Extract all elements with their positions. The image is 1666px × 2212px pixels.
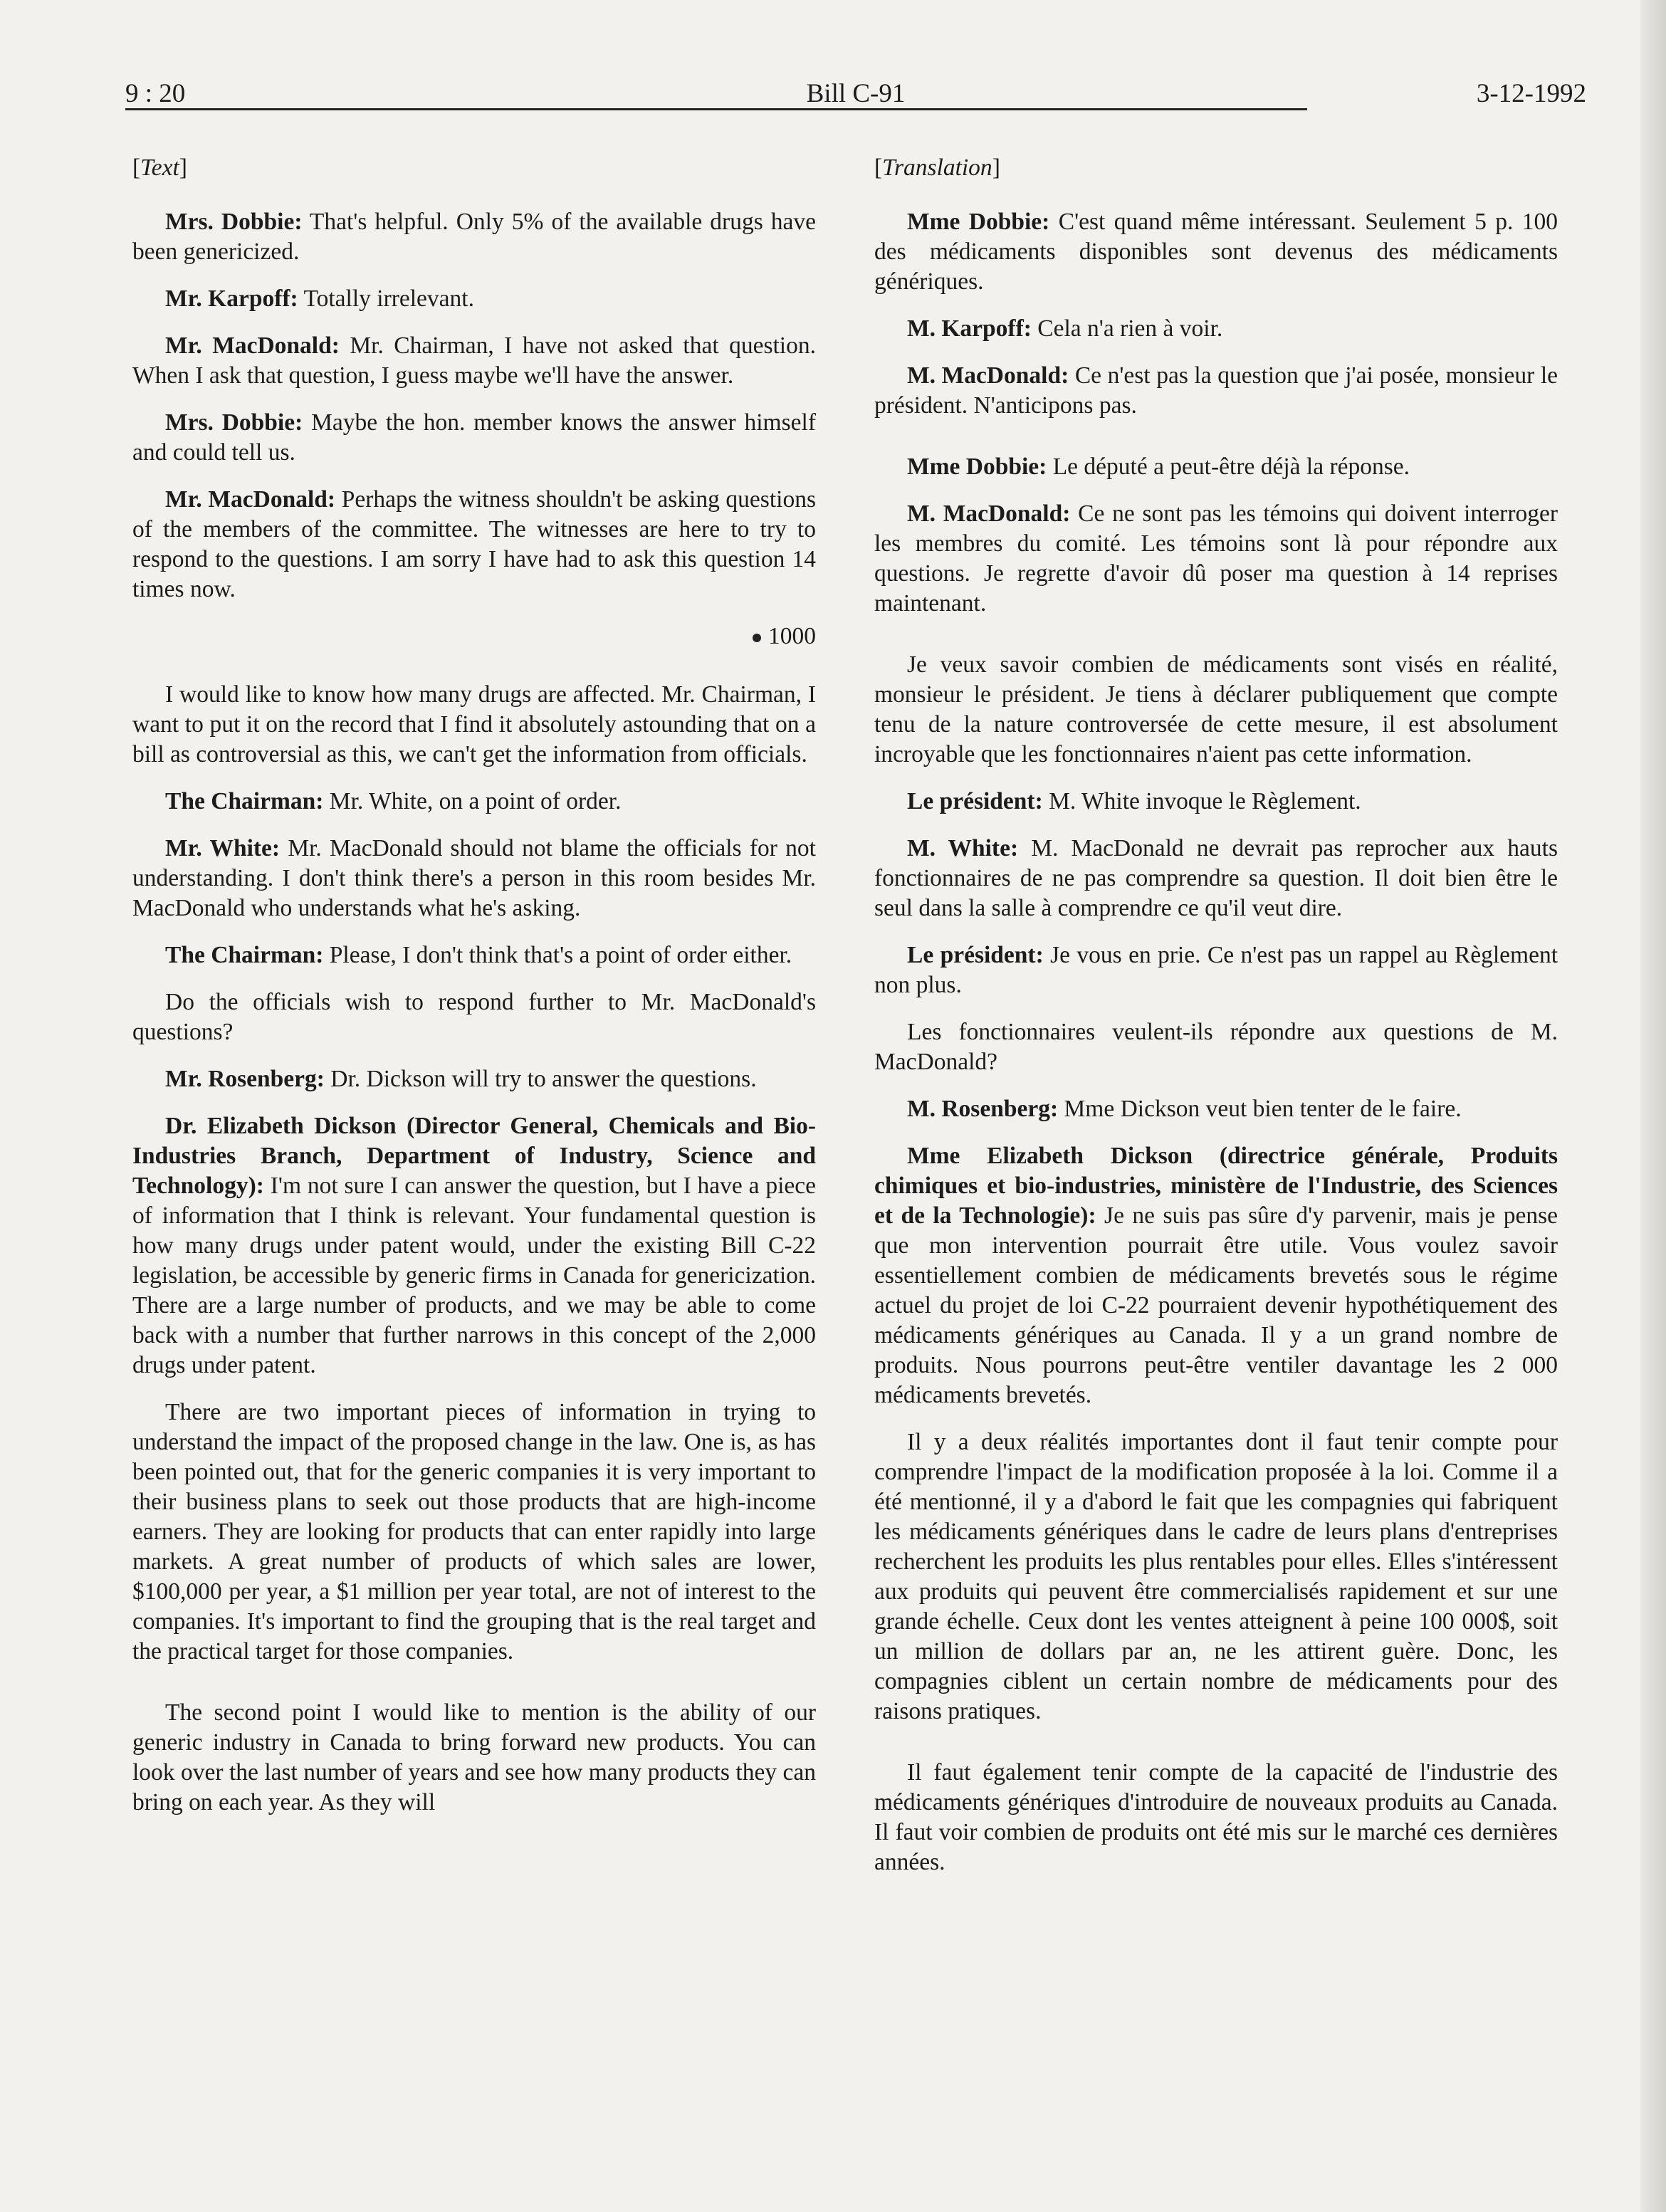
paragraph-text: Maybe the hon. member knows the answer himself and could tell us. <box>132 409 816 466</box>
paragraph-text: Ce n'est pas la question que j'ai posée, monsieur le président. N'anticipons pas. <box>874 362 1558 419</box>
transcript-paragraph <box>132 1064 816 1094</box>
paragraph-text: I would like to know how many drugs are affected. Mr. Chairman, I want to put it on the record that I find it absolutely astounding that on a bill as controversial as this, we can't get the information from officials. <box>132 681 816 767</box>
time-marker: 1000 <box>132 622 816 651</box>
transcript-paragraph <box>132 1398 816 1667</box>
transcript-paragraph <box>132 408 816 468</box>
column-label: [Text] <box>132 154 187 181</box>
transcript-paragraph <box>132 987 816 1047</box>
speaker-name: Mr. MacDonald: <box>165 486 336 513</box>
header-rule <box>125 108 1307 110</box>
speaker-name: Mr. White: <box>165 835 281 861</box>
speaker-name: Mrs. Dobbie: <box>165 209 303 235</box>
transcript-paragraph <box>874 940 1558 1000</box>
paragraph-text: Ce ne sont pas les témoins qui doivent interroger les membres du comité. Les témoins sont là pour répondre aux questions. Je regrette d'avoir dû poser ma question à 14 reprises maintenant. <box>874 500 1558 617</box>
speaker-name: Mme Dobbie: <box>907 454 1047 480</box>
paragraph-text: Dr. Dickson will try to answer the questions. <box>330 1066 757 1092</box>
transcript-paragraph <box>132 680 816 770</box>
paragraph-text: M. MacDonald ne devrait pas reprocher aux hauts fonctionnaires de ne pas comprendre sa question. Il doit bien être le seul dans la salle à comprendre ce qu'il veut dire. <box>874 835 1558 921</box>
english-column <box>132 153 816 1835</box>
speaker-name: Mr. Karpoff: <box>165 285 298 312</box>
transcript-paragraph <box>874 361 1558 421</box>
speaker-name: Mme Elizabeth Dickson (directrice générale, Produits chimiques et bio-industries, ministère de l'Industrie, des Sciences et de la Technologie): <box>874 1143 1558 1229</box>
paragraph-text: Perhaps the witness shouldn't be asking questions of the members of the committee. The witnesses are here to try to respond to the questions. I am sorry I have had to ask this question 14 times now. <box>132 486 816 602</box>
french-column <box>874 153 1558 1894</box>
transcript-paragraph <box>132 834 816 923</box>
paragraph-text: Je vous en prie. Ce n'est pas un rappel au Règlement non plus. <box>874 942 1558 998</box>
paragraph-text: That's helpful. Only 5% of the available drugs have been genericized. <box>132 209 817 265</box>
page-header <box>125 71 1586 114</box>
paragraph-text: Mr. White, on a point of order. <box>329 788 622 814</box>
speaker-name: The Chairman: <box>165 942 324 968</box>
transcript-paragraph <box>874 314 1558 344</box>
transcript-paragraph <box>874 452 1558 482</box>
speaker-name: Mme Dobbie: <box>907 209 1050 235</box>
transcript-paragraph <box>132 207 816 267</box>
transcript-paragraph <box>874 834 1558 923</box>
transcript-paragraph <box>874 787 1558 817</box>
speaker-name: M. Rosenberg: <box>907 1096 1059 1122</box>
paragraph-text: M. White invoque le Règlement. <box>1049 788 1361 814</box>
paragraph-text: The second point I would like to mention is the ability of our generic industry in Canada to bring forward new products. You can look over the last number of years and see how many products they can bring on each year. As they will <box>132 1699 816 1815</box>
paragraph-text: I'm not sure I can answer the question, but I have a piece of information that I think is relevant. Your fundamental question is how many drugs under patent would, under the existing Bill C-22 legislation, be accessible by generic firms in Canada for genericization. There are a large number of products, and we may be able to come back with a number that further narrows in this concept of the 2,000 drugs under patent. <box>132 1173 816 1378</box>
transcript-paragraph <box>132 1111 816 1380</box>
column-label: [Translation] <box>874 154 1000 181</box>
paragraph-text: Cela n'a rien à voir. <box>1037 315 1223 342</box>
paragraph-text: Please, I don't think that's a point of order either. <box>329 942 792 968</box>
paragraph-text: Il y a deux réalités importantes dont il faut tenir compte pour comprendre l'impact de la modification proposée à la loi. Comme il a été mentionné, il y a d'abord le fait que les compagnies qui fabriquent les médicaments génériques dans le cadre de leurs plans d'entreprises recherchent les produits les plus rentables pour elles. Elles s'intéressent aux produits qui peuvent être commercialisés rapidement et sur une grande échelle. Ceux dont les ventes atteignent à peine 100 000$, soit un million de dollars par an, ne les attirent guère. Donc, les compagnies ciblent un certain nombre de médicaments pour des raisons pratiques. <box>874 1429 1558 1724</box>
page-edge-shadow <box>1640 0 1666 2212</box>
paragraph-text: Je veux savoir combien de médicaments sont visés en réalité, monsieur le président. Je tiens à déclarer publiquement que compte tenu de la nature controversée de cette mesure, il est absolument incroyable que les fonctionnaires n'aient pas cette information. <box>874 651 1558 767</box>
speaker-name: M. White: <box>907 835 1019 861</box>
paragraph-text: C'est quand même intéressant. Seulement 5 p. 100 des médicaments disponibles sont devenus des médicaments génériques. <box>874 209 1558 295</box>
page-number: 9 : 20 <box>125 79 186 108</box>
paragraph-text: There are two important pieces of information in trying to understand the impact of the proposed change in the law. One is, as has been pointed out, that for the generic companies it is very important to their business plans to seek out those products that are high-income earners. They are looking for products that can enter rapidly into large markets. A great number of products of which sales are lower, $100,000 per year, a $1 million per year total, are not of interest to the companies. It's important to find the grouping that is the real target and the practical target for those companies. <box>132 1399 816 1665</box>
paragraph-text: Mr. Chairman, I have not asked that question. When I ask that question, I guess maybe we'll have the answer. <box>132 332 816 389</box>
speaker-name: Mrs. Dobbie: <box>165 409 303 436</box>
bullet-icon <box>753 634 761 642</box>
paragraph-text: Je ne suis pas sûre d'y parvenir, mais je pense que mon intervention pourrait être utile. Vous voulez savoir essentiellement combien de médicaments brevetés sous le régime actuel du projet de loi C-22 pourraient devenir hypothétiquement des médicaments génériques au Canada. Il y a un grand nombre de produits. Nous pourrons peut-être ventiler davantage les 2 000 médicaments brevetés. <box>874 1202 1558 1408</box>
paragraph-text: Le député a peut-être déjà la réponse. <box>1052 454 1410 480</box>
transcript-paragraph <box>874 650 1558 770</box>
paragraph-text: Mr. MacDonald should not blame the officials for not understanding. I don't think there's a person in this room besides Mr. MacDonald who understands what he's asking. <box>132 835 816 921</box>
transcript-paragraph <box>132 1698 816 1818</box>
transcript-paragraph <box>132 284 816 314</box>
speaker-name: Le président: <box>907 942 1044 968</box>
paragraph-text: Mme Dickson veut bien tenter de le faire. <box>1064 1096 1462 1122</box>
speaker-name: Mr. Rosenberg: <box>165 1066 325 1092</box>
speaker-name: Mr. MacDonald: <box>165 332 340 359</box>
speaker-name: The Chairman: <box>165 788 324 814</box>
sitting-date: 3-12-1992 <box>1476 79 1586 108</box>
speaker-name: Dr. Elizabeth Dickson (Director General, Chemicals and Bio-Industries Branch, Department of Industry, Science and Technology): <box>132 1113 816 1199</box>
transcript-paragraph <box>874 499 1558 619</box>
speaker-name: Le président: <box>907 788 1043 814</box>
transcript-paragraph <box>874 1017 1558 1077</box>
paragraph-text: Les fonctionnaires veulent-ils répondre aux questions de M. MacDonald? <box>874 1019 1558 1075</box>
transcript-paragraph <box>132 940 816 970</box>
transcript-paragraph <box>874 1141 1558 1410</box>
transcript-paragraph <box>874 1758 1558 1877</box>
transcript-paragraph <box>874 1094 1558 1124</box>
transcript-paragraph <box>874 1427 1558 1726</box>
paragraph-text: Il faut également tenir compte de la capacité de l'industrie des médicaments génériques d'introduire de nouveaux produits au Canada. Il faut voir combien de produits ont été mis sur le marché ces dernières années. <box>874 1759 1558 1875</box>
speaker-name: M. MacDonald: <box>907 500 1071 527</box>
paragraph-text: Totally irrelevant. <box>303 285 474 312</box>
paragraph-text: Do the officials wish to respond further to Mr. MacDonald's questions? <box>132 989 816 1045</box>
transcript-paragraph <box>132 787 816 817</box>
bill-title: Bill C-91 <box>806 79 906 108</box>
transcript-paragraph <box>874 207 1558 297</box>
speaker-name: M. Karpoff: <box>907 315 1032 342</box>
transcript-paragraph <box>132 485 816 604</box>
speaker-name: M. MacDonald: <box>907 362 1069 389</box>
transcript-paragraph <box>132 331 816 391</box>
